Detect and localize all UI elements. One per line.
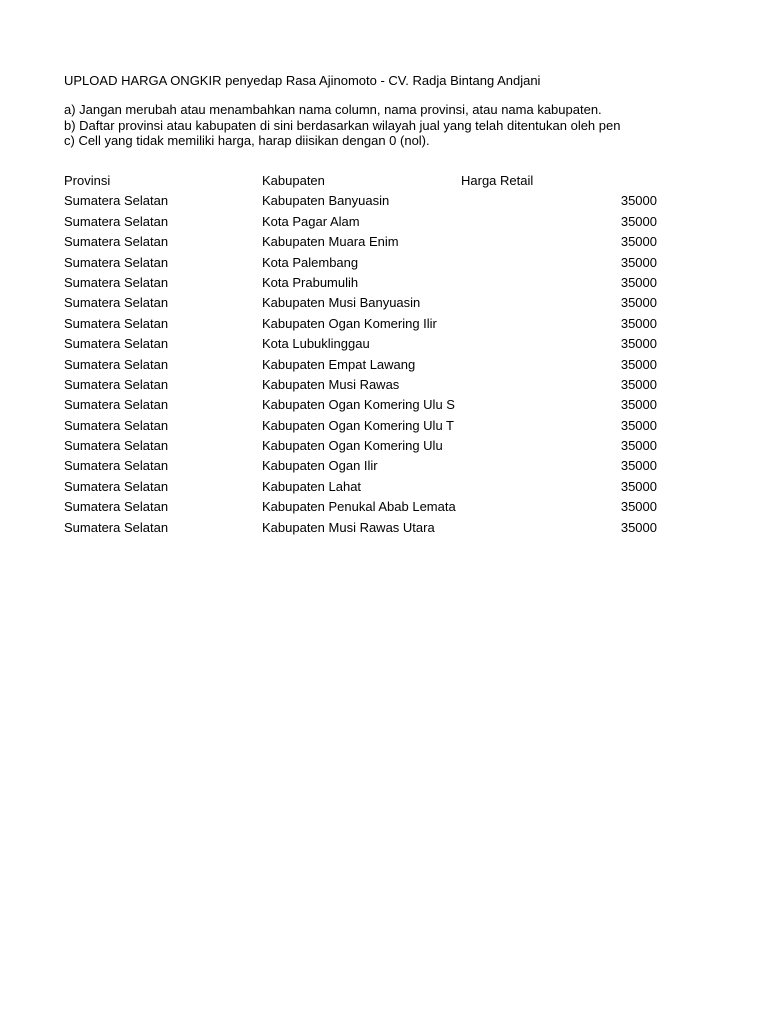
cell-kabupaten: Kabupaten Penukal Abab Lemata xyxy=(262,499,456,515)
table-row xyxy=(64,377,657,397)
cell-kabupaten: Kabupaten Ogan Komering Ulu T xyxy=(262,417,454,433)
cell-provinsi: Sumatera Selatan xyxy=(64,336,169,352)
cell-kabupaten: Kabupaten Ogan Komering Ilir xyxy=(262,315,437,331)
table-row xyxy=(64,357,657,377)
table-row xyxy=(64,479,657,499)
cell-kabupaten: Kabupaten Banyuasin xyxy=(262,193,390,209)
cell-harga-retail: 35000 xyxy=(620,254,657,270)
header-harga-retail: Harga Retail xyxy=(461,173,534,188)
table-row xyxy=(64,336,657,356)
price-table xyxy=(64,173,657,540)
cell-kabupaten: Kabupaten Ogan Komering Ulu S xyxy=(262,397,455,413)
table-row xyxy=(64,275,657,295)
cell-kabupaten: Kabupaten Ogan Ilir xyxy=(262,458,378,474)
table-row xyxy=(64,458,657,478)
cell-provinsi: Sumatera Selatan xyxy=(64,458,169,474)
cell-harga-retail: 35000 xyxy=(620,376,657,392)
cell-provinsi: Sumatera Selatan xyxy=(64,193,169,209)
cell-kabupaten: Kabupaten Muara Enim xyxy=(262,234,399,250)
cell-provinsi: Sumatera Selatan xyxy=(64,315,169,331)
cell-harga-retail: 35000 xyxy=(620,417,657,433)
instruction-c: c) Cell yang tidak memiliki harga, harap diisikan dengan 0 (nol). xyxy=(64,133,430,148)
cell-provinsi: Sumatera Selatan xyxy=(64,519,169,535)
instruction-b: b) Daftar provinsi atau kabupaten di sini berdasarkan wilayah jual yang telah ditentukan oleh pen xyxy=(64,117,621,133)
cell-harga-retail: 35000 xyxy=(620,213,657,229)
cell-provinsi: Sumatera Selatan xyxy=(64,356,169,372)
cell-provinsi: Sumatera Selatan xyxy=(64,274,169,290)
cell-harga-retail: 35000 xyxy=(620,234,657,250)
table-row xyxy=(64,214,657,234)
cell-kabupaten: Kabupaten Musi Rawas xyxy=(262,376,400,392)
cell-harga-retail: 35000 xyxy=(620,478,657,494)
cell-harga-retail: 35000 xyxy=(620,336,657,352)
cell-kabupaten: Kabupaten Empat Lawang xyxy=(262,356,416,372)
table-row xyxy=(64,193,657,213)
cell-kabupaten: Kota Prabumulih xyxy=(262,274,359,290)
cell-provinsi: Sumatera Selatan xyxy=(64,254,169,270)
table-row xyxy=(64,316,657,336)
cell-harga-retail: 35000 xyxy=(620,274,657,290)
cell-kabupaten: Kabupaten Ogan Komering Ulu xyxy=(262,438,443,454)
cell-harga-retail: 35000 xyxy=(620,438,657,454)
cell-harga-retail: 35000 xyxy=(620,499,657,515)
header-kabupaten: Kabupaten xyxy=(262,173,325,188)
cell-harga-retail: 35000 xyxy=(620,458,657,474)
cell-provinsi: Sumatera Selatan xyxy=(64,295,169,311)
cell-provinsi: Sumatera Selatan xyxy=(64,397,169,413)
instructions xyxy=(64,102,657,149)
cell-provinsi: Sumatera Selatan xyxy=(64,376,169,392)
cell-provinsi: Sumatera Selatan xyxy=(64,478,169,494)
header-provinsi: Provinsi xyxy=(64,173,111,188)
cell-provinsi: Sumatera Selatan xyxy=(64,499,169,515)
cell-provinsi: Sumatera Selatan xyxy=(64,438,169,454)
cell-kabupaten: Kota Pagar Alam xyxy=(262,213,360,229)
cell-kabupaten: Kota Palembang xyxy=(262,254,359,270)
page-title: UPLOAD HARGA ONGKIR penyedap Rasa Ajinomoto - CV. Radja Bintang Andjani xyxy=(64,73,541,88)
cell-harga-retail: 35000 xyxy=(620,295,657,311)
table-body xyxy=(64,193,657,540)
cell-provinsi: Sumatera Selatan xyxy=(64,234,169,250)
table-row xyxy=(64,520,657,540)
table-row xyxy=(64,438,657,458)
cell-kabupaten: Kota Lubuklinggau xyxy=(262,336,370,352)
table-header-row xyxy=(64,173,657,193)
cell-kabupaten: Kabupaten Lahat xyxy=(262,478,362,494)
cell-harga-retail: 35000 xyxy=(620,193,657,209)
table-row xyxy=(64,418,657,438)
table-row xyxy=(64,499,657,519)
table-row xyxy=(64,255,657,275)
cell-kabupaten: Kabupaten Musi Banyuasin xyxy=(262,295,421,311)
cell-harga-retail: 35000 xyxy=(620,519,657,535)
cell-harga-retail: 35000 xyxy=(620,356,657,372)
table-row xyxy=(64,295,657,315)
cell-provinsi: Sumatera Selatan xyxy=(64,417,169,433)
cell-harga-retail: 35000 xyxy=(620,315,657,331)
cell-provinsi: Sumatera Selatan xyxy=(64,213,169,229)
cell-kabupaten: Kabupaten Musi Rawas Utara xyxy=(262,519,435,535)
table-row xyxy=(64,234,657,254)
table-row xyxy=(64,397,657,417)
cell-harga-retail: 35000 xyxy=(620,397,657,413)
instruction-a: a) Jangan merubah atau menambahkan nama column, nama provinsi, atau nama kabupaten. xyxy=(64,102,602,117)
